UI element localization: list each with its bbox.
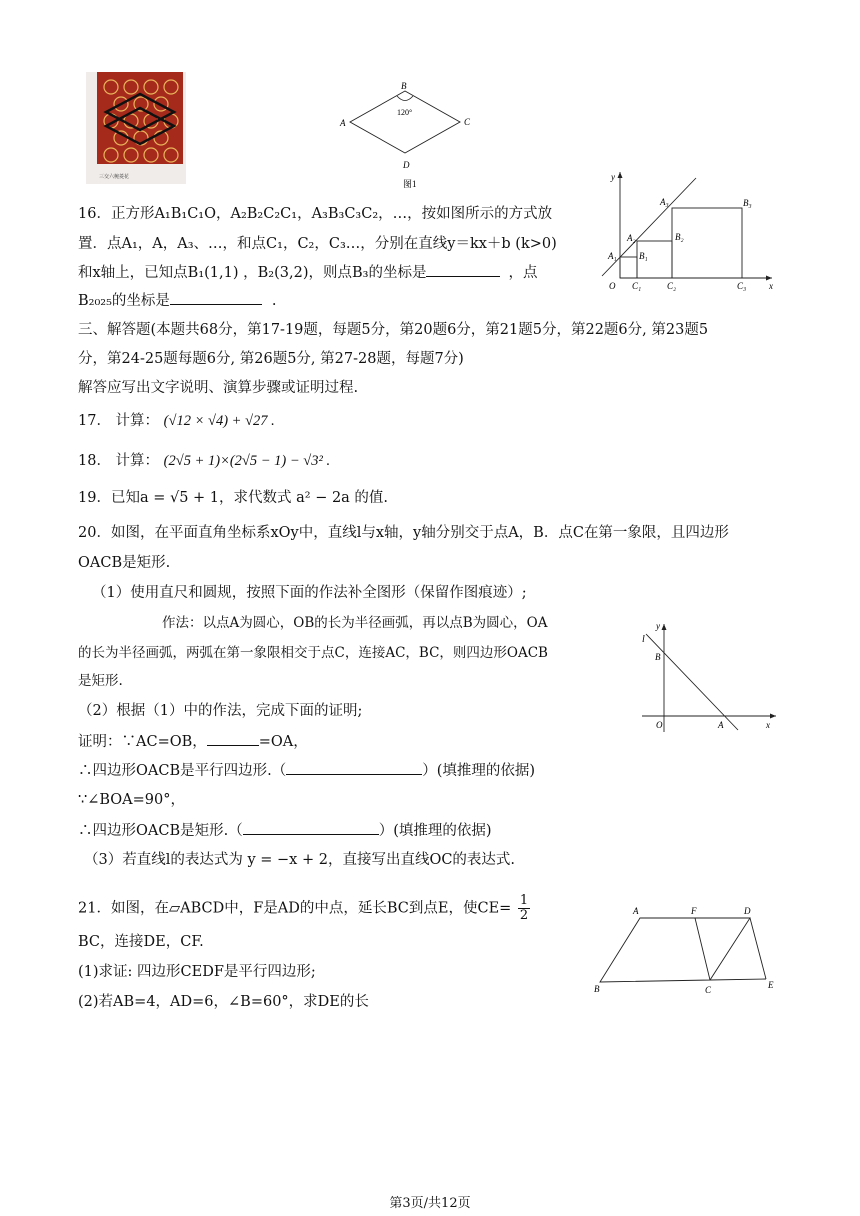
q21-line-2: BC，连接DE，CF. [78, 934, 204, 950]
q20-proof-4-text: ∴四边形OACB是矩形.（ [78, 823, 243, 839]
q16-label-c2: C₂ [667, 281, 677, 291]
q20-method-line-2: 的长为半径画弧，两弧在第一象限相交于点C，连接AC，BC，则四边形OACB [78, 645, 548, 661]
q20-reason-blank-1[interactable] [286, 760, 422, 775]
page-footer: 第3页/共12页 [389, 1196, 471, 1211]
q16-axis-x: x [769, 281, 773, 291]
q21-fraction-numerator: 1 [519, 893, 529, 908]
fig1-label-b: B [401, 81, 407, 91]
q21-label-c: C [705, 985, 712, 995]
q21-figure [588, 900, 784, 1000]
figure-1-rhombus [335, 78, 485, 190]
q20-proof-blank-1[interactable] [207, 731, 259, 746]
q20-method-line-3: 是矩形. [78, 673, 123, 689]
q20-axis-y: y [656, 621, 660, 631]
q17-label: 17． 计算： [78, 413, 160, 429]
q20-part-2: （2）根据（1）中的作法，完成下面的证明; [78, 703, 363, 719]
q20-part-1: （1）使用直尺和圆规，按照下面的作法补全图形（保留作图痕迹）; [92, 585, 527, 601]
q20-part-3: （3）若直线l的表达式为 y = −x + 2，直接写出直线OC的表达式. [84, 852, 516, 868]
q16-line-3 [78, 262, 537, 283]
q16-b2025-answer-blank[interactable] [170, 290, 262, 305]
q20-line-2: OACB是矩形. [78, 555, 171, 571]
q16-line-2: 置．点A₁，A，A₃、…，和点C₁，C₂，C₃…，分别在直线y＝kx＋b (k>0) [78, 236, 557, 252]
q21-fraction-denominator: 2 [519, 908, 529, 923]
q16-label-a3: A₃ [660, 197, 669, 207]
q20-line-1: 20．如图，在平面直角坐标系xOy中，直线l与x轴，y轴分别交于点A，B．点C在第一象限，且四边形 [78, 525, 729, 541]
q20-proof-1-end: =OA， [258, 734, 308, 750]
q20-reason-blank-2[interactable] [243, 820, 379, 835]
q21-label-a: A [633, 906, 639, 916]
photo-caption: 三交六椀菱花 [99, 175, 130, 180]
q20-proof-line-1 [78, 731, 308, 752]
q17-expression: (√12 × √4) + √27 . [163, 413, 275, 429]
q16-b3-answer-blank[interactable] [426, 262, 500, 277]
q16-line-4 [78, 290, 277, 311]
q21-part-1: (1)求证: 四边形CEDF是平行四边形; [78, 964, 316, 980]
q20-proof-1-text: 证明：∵AC=OB， [78, 734, 207, 750]
section-3-line-1: 三、解答题(本题共68分，第17-19题，每题5分，第20题6分，第21题5分，第22题6分, 第23题5 [78, 322, 709, 338]
q20-method-line-1: 作法：以点A为圆心，OB的长为半径画弧，再以点B为圆心，OA [162, 615, 548, 631]
q16-line-1: 16．正方形A₁B₁C₁O，A₂B₂C₂C₁，A₃B₃C₃C₂，…，按如图所示的方式放 [78, 206, 553, 222]
q20-label-o: O [656, 720, 663, 730]
q20-proof-line-4 [78, 820, 492, 841]
q16-axis-y: y [611, 172, 615, 182]
q21-fraction [518, 894, 530, 923]
section-3-line-2: 分，第24-25题每题6分, 第26题5分, 第27-28题，每题7分) [78, 351, 464, 367]
q16-graph [600, 168, 780, 296]
q16-label-o: O [609, 281, 616, 291]
q16-line-4-end: . [271, 293, 277, 309]
q21-line-1-text: 21．如图，在▱ABCD中，F是AD的中点，延长BC到点E，使CE= [78, 900, 512, 917]
q20-proof-2-text: ∴四边形OACB是平行四边形.（ [78, 763, 287, 779]
fig1-label-a: A [340, 118, 346, 128]
section-3-line-3: 解答应写出文字说明、演算步骤或证明过程. [78, 380, 359, 396]
q18-expression: (2√5 + 1)×(2√5 − 1) − √3² . [163, 453, 331, 469]
q20-label-a: A [718, 720, 724, 730]
q16-line-4-text: B₂₀₂₅的坐标是 [78, 293, 170, 309]
q20-proof-4-end: ）(填推理的依据) [378, 823, 492, 839]
q19: 19．已知a = √5 + 1，求代数式 a² − 2a 的值. [78, 490, 389, 506]
lattice-photo [86, 72, 186, 184]
q20-graph [632, 620, 784, 738]
q21-line-1 [78, 894, 530, 923]
q21-label-e: E [768, 980, 774, 990]
q17 [78, 411, 275, 431]
fig1-caption: 图1 [403, 179, 417, 189]
q20-proof-line-3: ∵∠BOA=90°， [78, 792, 186, 808]
q16-label-c3: C₃ [737, 281, 747, 291]
q16-line-3-text: 和x轴上，已知点B₁(1,1) ，B₂(3,2)，则点B₃的坐标是 [78, 265, 427, 281]
q16-label-b2: B₂ [675, 232, 684, 242]
q16-line-3-end: ，点 [508, 265, 538, 281]
q16-label-c1: C₁ [632, 281, 642, 291]
fig1-label-c: C [464, 117, 471, 127]
q21-label-d: D [744, 906, 751, 916]
q20-axis-x: x [766, 720, 770, 730]
q16-label-b1: B₁ [639, 251, 648, 261]
q16-label-a1: A₁ [608, 251, 617, 261]
fig1-label-d: D [403, 160, 410, 170]
q16-label-b3: B₃ [743, 198, 752, 208]
q20-proof-2-end: ）(填推理的依据) [422, 763, 536, 779]
q20-proof-line-2 [78, 760, 535, 781]
q16-label-a2: A₂ [627, 233, 636, 243]
q18 [78, 451, 330, 471]
q21-label-b: B [594, 984, 600, 994]
q21-label-f: F [691, 906, 697, 916]
q18-label: 18． 计算： [78, 453, 160, 469]
q20-line-l-label: l [642, 634, 645, 645]
fig1-angle-label: 120° [397, 108, 413, 117]
q20-label-b: B [655, 652, 661, 662]
q21-part-2: (2)若AB=4，AD=6，∠B=60°，求DE的长 [78, 994, 369, 1010]
